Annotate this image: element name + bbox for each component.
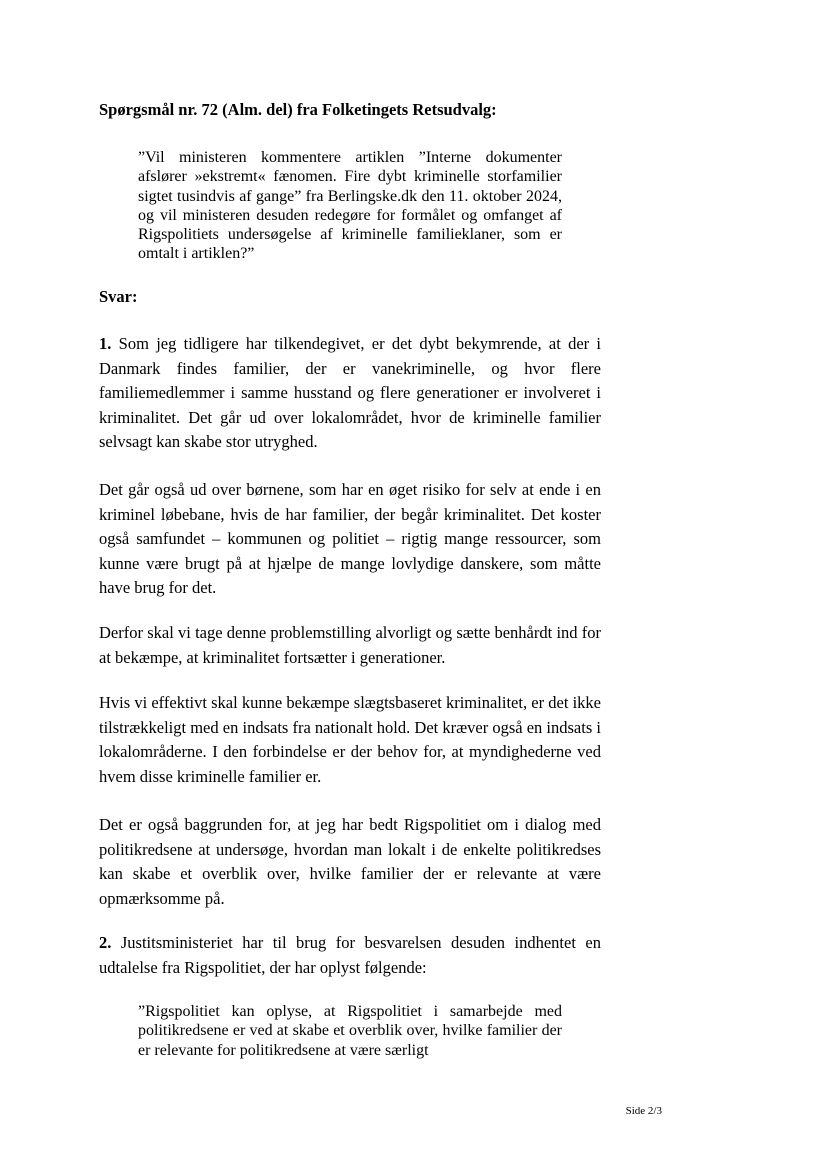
paragraph-6 [99, 931, 601, 980]
paragraph-text: Det er også baggrunden for, at jeg har bedt Rigspolitiet om i dialog med politikredsene at undersøge, hvordan man lokalt i de enkelte politikredses kan skabe et overblik over, hvilke familier der er relevante at være opmærksomme på. [99, 815, 601, 908]
paragraph-text: Som jeg tidligere har tilkendegivet, er det dybt bekymrende, at der i Danmark findes familier, der er vanekriminelle, og hvor flere familiemedlemmer i samme husstand og flere generationer er involveret i kriminalitet. Det går ud over lokalområdet, hvor de kriminelle familier selvsagt kan skabe stor utryghed. [99, 334, 601, 452]
paragraph-text: Justitsministeriet har til brug for besvarelsen desuden indhentet en udtalelse fra Rigspolitiet, der har oplyst følgende: [99, 933, 601, 977]
paragraph-4 [99, 691, 601, 789]
paragraph-3 [99, 621, 601, 670]
paragraph-text: Det går også ud over børnene, som har en øget risiko for selv at ende i en kriminel løbebane, hvis de har familier, der begår kriminalitet. Det koster også samfundet – kommunen og politiet – rigtig mange ressourcer, som kunne være brugt på at hjælpe de mange lovlydige danskere, som måtte have brug for det. [99, 480, 601, 598]
paragraph-1 [99, 332, 601, 455]
paragraph-number: 1. [99, 334, 112, 353]
paragraph-number: 2. [99, 933, 112, 952]
paragraph-text: Derfor skal vi tage denne problemstilling alvorligt og sætte benhårdt ind for at bekæmpe, at kriminalitet fortsætter i generationer. [99, 623, 601, 667]
question-quote: ”Vil ministeren kommentere artiklen ”Interne dokumenter afslører »ekstremt« fænomen. Fire dybt kriminelle storfamilier sigtet tusindvis af gange” fra Berlingske.dk den 11. oktober 2024, og vil ministeren desuden redegøre for formålet og omfanget af Rigspolitiets undersøgelse af kriminelle familieklaner, som er omtalt i artiklen?” [138, 149, 562, 263]
paragraph-text: Hvis vi effektivt skal kunne bekæmpe slægtsbaseret kriminalitet, er det ikke tilstrækkeligt med en indsats fra nationalt hold. Det kræver også en indsats i lokalområderne. I den forbindelse er der behov for, at myndighederne ved hvem disse kriminelle familier er. [99, 693, 601, 786]
page-number: Side 2/3 [625, 1105, 662, 1117]
paragraph-2 [99, 478, 601, 601]
answer-heading: Svar: [99, 287, 138, 306]
question-heading: Spørgsmål nr. 72 (Alm. del) fra Folketingets Retsudvalg: [99, 100, 497, 119]
paragraph-5 [99, 813, 601, 911]
rigspolitiet-quote: ”Rigspolitiet kan oplyse, at Rigspolitiet i samarbejde med politikredsene er ved at skabe et overblik over, hvilke familier der er relevante for politikredsene at være særligt [138, 1003, 562, 1059]
